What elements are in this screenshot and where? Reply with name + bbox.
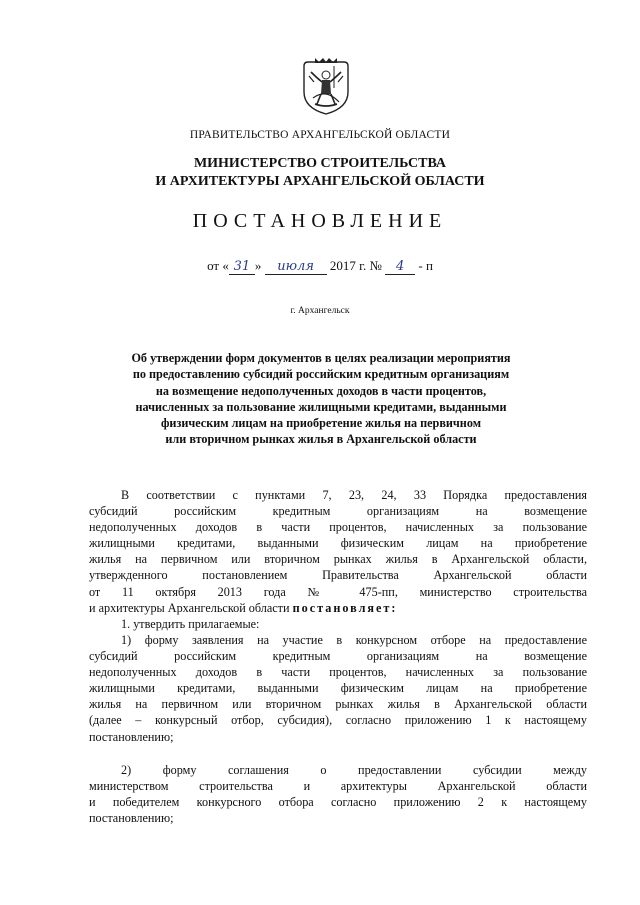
text-line: и победителем конкурсного отбора согласно приложению 2 к настоящему [89, 795, 587, 810]
item-1 [89, 616, 587, 632]
month-value: июля [265, 259, 327, 275]
date-mid: » [254, 258, 262, 273]
item-1-2-paragraph [89, 762, 587, 826]
title-line: Об утверждении форм документов в целях реализации мероприятия [131, 351, 511, 365]
preamble-paragraph [89, 487, 587, 616]
coat-of-arms-icon [301, 58, 351, 116]
date-number-line [0, 258, 640, 275]
title-line: на возмещение недополученных доходов в части процентов, [155, 383, 487, 398]
text-line: жилья на первичном или вторичном рынках жилья в Архангельской области [89, 697, 587, 712]
city-name: г. Архангельск [290, 306, 350, 316]
title-line: начисленных за пользование жилищными кредитами, выданными [135, 399, 507, 414]
date-prefix: от « [207, 258, 229, 273]
ministry-line-1: МИНИСТЕРСТВО СТРОИТЕЛЬСТВА [193, 156, 447, 171]
text-line: В соответствии с пунктами 7, 23, 24, 33 Порядка предоставления [121, 488, 587, 502]
text-line: (далее – конкурсный отбор, субсидия), согласно приложению 1 к настоящему [89, 713, 587, 728]
number-suffix: - п [418, 258, 433, 273]
day-value: 31 [229, 259, 255, 275]
text-line: постановлению; [89, 729, 174, 744]
text-line: постановлению; [89, 811, 174, 826]
item-1-text: 1. утвердить прилагаемые: [121, 617, 260, 631]
text-line: жилья на первичном или вторичном рынках жилья в Архангельской области, [89, 552, 587, 567]
text-line: от 11 октября 2013 года № 475-пп, министерство строительства [89, 584, 587, 599]
ministry-name [0, 155, 640, 191]
document-type: ПОСТАНОВЛЕНИЕ [192, 210, 448, 232]
text-line: 2) форму соглашения о предоставлении субсидии между [121, 763, 587, 777]
government-name: ПРАВИТЕЛЬСТВО АРХАНГЕЛЬСКОЙ ОБЛАСТИ [189, 129, 451, 141]
title-line: по предоставлению субсидий российским кредитным организациям [132, 367, 510, 382]
title-line: или вторичном рынках жилья в Архангельской области [165, 432, 477, 447]
text-line: утвержденного постановлением Правительства Архангельской области [89, 568, 587, 583]
text-line: субсидий российским кредитным организациям на возмещение [89, 649, 587, 664]
resolution-word: постановляет: [292, 600, 398, 615]
text-line: жилищными кредитами, выданными физическим лицам на приобретение [89, 681, 587, 696]
title-line: физическим лицам на приобретение жилья на первичном [160, 416, 481, 431]
text-line: недополученных доходов в части процентов, начисленных за пользование [89, 520, 587, 535]
text-line [89, 600, 587, 616]
text-fragment: и архитектуры Архангельской области [89, 600, 293, 615]
year-number-label: 2017 г. № [329, 258, 382, 273]
text-line: 1) форму заявления на участие в конкурсном отборе на предоставление [121, 633, 587, 647]
text-line: субсидий российским кредитным организациям на возмещение [89, 504, 587, 519]
text-line: недополученных доходов в части процентов, начисленных за пользование [89, 665, 587, 680]
text-line: жилищными кредитами, выданными физическим лицам на приобретение [89, 536, 587, 551]
text-line: министерством строительства и архитектуры Архангельской области [89, 779, 587, 794]
document-number: 4 [385, 259, 415, 275]
document-title [100, 350, 542, 448]
ministry-line-2: И АРХИТЕКТУРЫ АРХАНГЕЛЬСКОЙ ОБЛАСТИ [155, 174, 485, 189]
item-1-1-paragraph [89, 632, 587, 745]
